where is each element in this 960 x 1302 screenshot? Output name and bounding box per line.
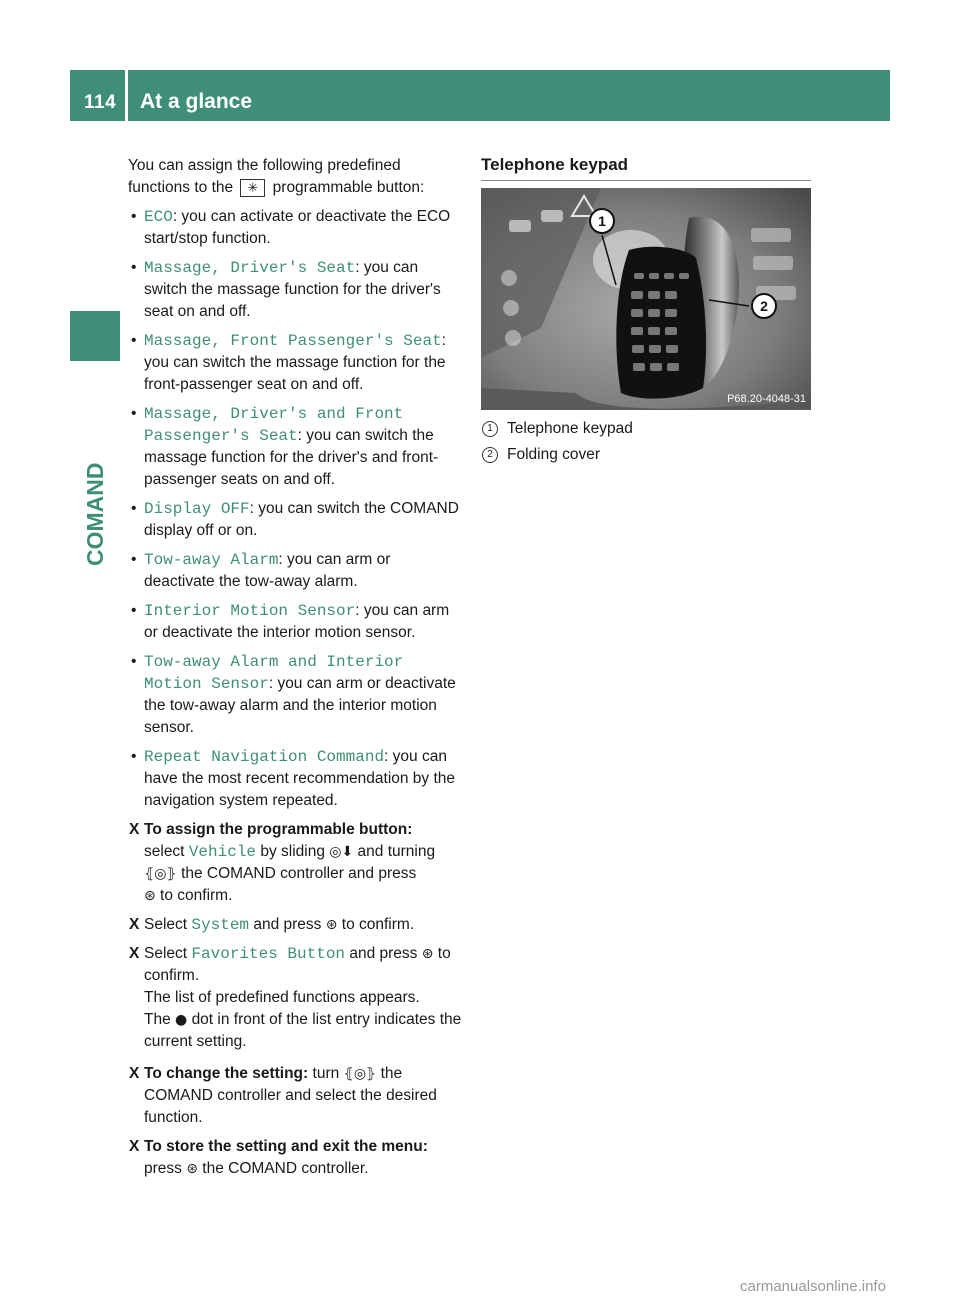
function-code: Tow-away Alarm and Interior Motion Sensor (144, 653, 404, 693)
step-store-setting (128, 1136, 463, 1180)
step-title: To change the setting: (144, 1065, 309, 1082)
figure-captions (481, 416, 811, 468)
step-marker-icon: X (129, 821, 140, 838)
menu-item-code: Favorites Button (191, 945, 346, 963)
function-code: Massage, Driver's Seat (144, 259, 356, 277)
list-item (128, 600, 463, 644)
function-code: Tow-away Alarm (144, 551, 279, 569)
caption-number: 1 (482, 421, 498, 437)
side-tab-square (70, 311, 120, 361)
keypad-illustration (481, 188, 811, 410)
figure-heading: Telephone keypad (481, 155, 811, 181)
step-text: dot in front of the list entry indicates the current setting. (144, 1011, 462, 1050)
step-text: to confirm. (160, 887, 233, 904)
dot-icon: ● (175, 1012, 188, 1028)
list-item (128, 330, 463, 396)
step-text: and press (253, 916, 322, 933)
step-select-favorites (128, 943, 463, 1053)
function-desc: : you can switch the massage function for the front-passenger seat on and off. (144, 332, 446, 393)
function-code: Massage, Driver's and Front Passenger's Seat (144, 405, 404, 445)
list-item (128, 403, 463, 491)
right-column (481, 155, 811, 463)
step-change-setting (128, 1063, 463, 1129)
press-controller-icon: ⊛ (325, 917, 338, 933)
slide-controller-icon: ◎⬇ (329, 844, 354, 860)
function-desc: : you can activate or deactivate the ECO start/stop function. (144, 208, 451, 247)
step-marker-icon: X (129, 916, 140, 933)
callout-1-label: 1 (598, 213, 606, 229)
function-desc: : you can switch the massage function for the driver's and front-passenger seats on and off. (144, 427, 439, 488)
intro-text: You can assign the following predefined (128, 157, 401, 174)
step-text: Select (144, 916, 188, 933)
page-number: 114 (84, 92, 117, 113)
press-controller-icon: ⊛ (144, 888, 156, 904)
step-marker-icon: X (129, 945, 140, 962)
turn-controller-icon: ⦃◎⦄ (343, 1066, 377, 1082)
step-text: select (144, 843, 185, 860)
caption-number: 2 (482, 447, 498, 463)
function-desc: : you can switch the COMAND display off or on. (144, 500, 459, 539)
footer-watermark: carmanualsonline.info (740, 1278, 886, 1295)
caption-text: Telephone keypad (507, 420, 633, 437)
step-text: The (144, 1011, 171, 1028)
press-controller-icon: ⊛ (186, 1161, 198, 1177)
list-item (128, 206, 463, 250)
step-assign (128, 819, 463, 907)
function-code: ECO (144, 208, 173, 226)
step-text: the COMAND controller and select the desired function. (144, 1065, 437, 1126)
photo-reference-label: P68.20-4048-31 (727, 393, 806, 405)
intro-paragraph (128, 155, 463, 199)
function-desc: : you can arm or deactivate the tow-away alarm and the interior motion sensor. (144, 675, 456, 736)
step-text: and press (349, 945, 418, 962)
function-desc: : you can arm or deactivate the tow-away alarm. (144, 551, 391, 590)
step-marker-icon: X (129, 1138, 140, 1155)
menu-item-code: Vehicle (188, 843, 257, 861)
step-text: Select (144, 945, 188, 962)
section-title: At a glance (140, 90, 253, 113)
telephone-keypad-photo (481, 188, 811, 410)
function-code: Interior Motion Sensor (144, 602, 356, 620)
function-code: Massage, Front Passenger's Seat (144, 332, 442, 350)
intro-text: functions to the (128, 179, 234, 196)
turn-controller-icon: ⦃◎⦄ (144, 866, 177, 882)
list-item (128, 651, 463, 739)
step-marker-icon: X (129, 1065, 140, 1082)
step-select-system (128, 914, 463, 936)
step-text: to confirm. (341, 916, 415, 933)
programmable-button-icon: ✳ (240, 179, 265, 197)
list-item (128, 746, 463, 812)
caption-item (481, 416, 811, 442)
caption-text: Folding cover (507, 446, 601, 463)
function-code: Display OFF (144, 500, 250, 518)
step-text: the COMAND controller. (202, 1160, 369, 1177)
press-controller-icon: ⊛ (421, 946, 434, 962)
step-text: to confirm. (144, 945, 451, 984)
function-code: Repeat Navigation Command (144, 748, 385, 766)
function-desc: : you can have the most recent recommendation by the navigation system repeated. (144, 748, 456, 809)
function-desc: : you can switch the massage function for the driver's seat on and off. (144, 259, 441, 320)
caption-item (481, 442, 811, 468)
list-item (128, 549, 463, 593)
step-text: turn (312, 1065, 340, 1082)
intro-text: programmable button: (272, 179, 425, 196)
left-column (128, 155, 463, 1187)
side-tab-label: COMAND (82, 462, 108, 566)
callout-2-label: 2 (760, 298, 768, 314)
step-text: the COMAND controller and press (181, 865, 417, 882)
step-text: press (144, 1160, 182, 1177)
menu-item-code: System (191, 916, 250, 934)
step-title: To store the setting and exit the menu: (144, 1138, 428, 1155)
step-title: To assign the programmable button: (144, 821, 413, 838)
step-text: The list of predefined functions appears. (144, 989, 420, 1006)
header-divider (125, 70, 128, 121)
step-text: and turning (357, 843, 436, 860)
list-item (128, 257, 463, 323)
function-list (128, 206, 463, 812)
list-item (128, 498, 463, 542)
step-text: by sliding (260, 843, 325, 860)
function-desc: : you can arm or deactivate the interior motion sensor. (144, 602, 450, 641)
